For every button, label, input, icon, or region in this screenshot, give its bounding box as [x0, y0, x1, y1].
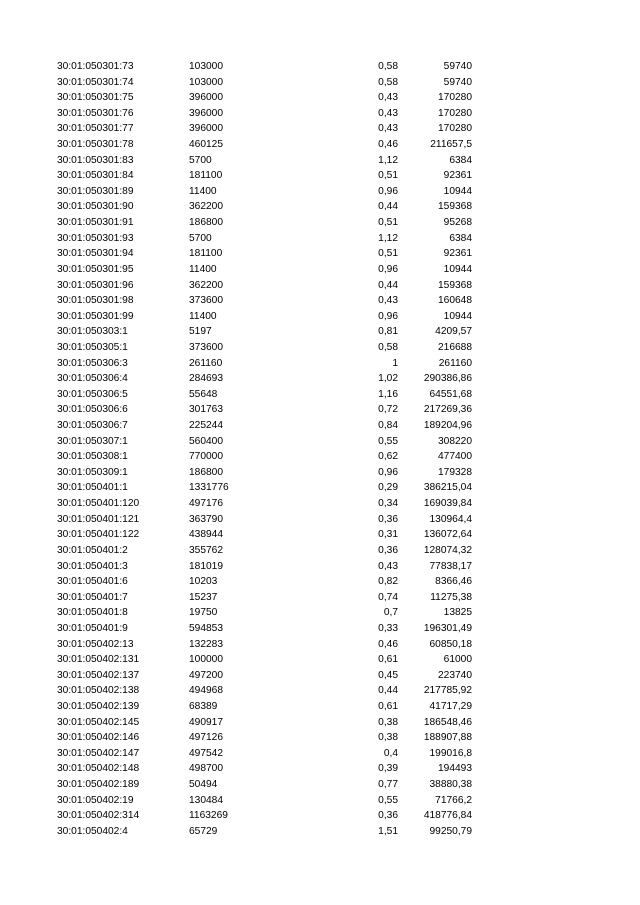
- area-cell: 19750: [189, 607, 218, 619]
- table-row: [0, 527, 640, 543]
- area-cell: 1163269: [189, 810, 228, 822]
- coefficient-cell: 0,36: [378, 513, 398, 525]
- value-cell: 170280: [438, 107, 472, 119]
- cadastral-number-cell: 30:01:050306:3: [57, 357, 128, 369]
- coefficient-cell: 0,4: [383, 747, 398, 759]
- value-cell: 6384: [449, 232, 472, 244]
- table-row: [0, 683, 640, 699]
- table-row: [0, 746, 640, 762]
- coefficient-cell: 0,46: [378, 139, 398, 151]
- area-cell: 225244: [189, 420, 223, 432]
- coefficient-cell: 0,96: [378, 263, 398, 275]
- coefficient-cell: 0,58: [378, 76, 398, 88]
- value-cell: 188907,88: [423, 732, 472, 744]
- cadastral-number-cell: 30:01:050306:5: [57, 388, 128, 400]
- coefficient-cell: 0,31: [378, 529, 398, 541]
- table-row: [0, 231, 640, 247]
- coefficient-cell: 0,55: [378, 794, 398, 806]
- area-cell: 181100: [189, 248, 223, 260]
- value-cell: 179328: [438, 466, 472, 478]
- table-row: [0, 153, 640, 169]
- value-cell: 92361: [443, 170, 472, 182]
- table-row: [0, 496, 640, 512]
- cadastral-number-cell: 30:01:050401:3: [57, 560, 128, 572]
- cadastral-number-cell: 30:01:050402:137: [57, 669, 140, 681]
- area-cell: 186800: [189, 466, 223, 478]
- area-cell: 490917: [189, 716, 223, 728]
- value-cell: 10944: [443, 185, 472, 197]
- coefficient-cell: 0,44: [378, 279, 398, 291]
- cadastral-number-cell: 30:01:050401:9: [57, 622, 128, 634]
- cadastral-number-cell: 30:01:050305:1: [57, 341, 128, 353]
- value-cell: 386215,04: [423, 482, 472, 494]
- cadastral-number-cell: 30:01:050402:145: [57, 716, 140, 728]
- value-cell: 71766,2: [435, 794, 472, 806]
- cadastral-number-cell: 30:01:050401:1: [57, 482, 128, 494]
- table-row: [0, 559, 640, 575]
- coefficient-cell: 0,61: [378, 700, 398, 712]
- table-row: [0, 402, 640, 418]
- value-cell: 6384: [449, 154, 472, 166]
- cadastral-number-cell: 30:01:050401:7: [57, 591, 128, 603]
- cadastral-number-cell: 30:01:050306:7: [57, 420, 128, 432]
- cadastral-number-cell: 30:01:050401:2: [57, 544, 128, 556]
- area-cell: 5700: [189, 154, 212, 166]
- table-row: [0, 808, 640, 824]
- table-row: [0, 590, 640, 606]
- area-cell: 65729: [189, 825, 218, 837]
- value-cell: 59740: [443, 61, 472, 72]
- cadastral-number-cell: 30:01:050301:96: [57, 279, 134, 291]
- area-cell: 1331776: [189, 482, 229, 494]
- cadastral-number-cell: 30:01:050301:94: [57, 248, 134, 260]
- cadastral-number-cell: 30:01:050301:99: [57, 310, 134, 322]
- coefficient-cell: 0,38: [378, 716, 398, 728]
- value-cell: 169039,84: [423, 498, 472, 510]
- value-cell: 170280: [438, 92, 472, 104]
- value-cell: 217269,36: [423, 404, 472, 416]
- value-cell: 13825: [443, 607, 472, 619]
- table-row: [0, 75, 640, 91]
- cadastral-number-cell: 30:01:050402:19: [57, 794, 134, 806]
- table-row: [0, 449, 640, 465]
- coefficient-cell: 0,58: [378, 61, 398, 72]
- area-cell: 103000: [189, 76, 223, 88]
- coefficient-cell: 0,77: [378, 779, 398, 791]
- value-cell: 216688: [438, 341, 472, 353]
- coefficient-cell: 0,43: [378, 560, 398, 572]
- area-cell: 181100: [189, 170, 223, 182]
- table-row: [0, 340, 640, 356]
- value-cell: 59740: [443, 76, 472, 88]
- coefficient-cell: 1,51: [378, 825, 398, 837]
- area-cell: 396000: [189, 123, 223, 135]
- area-cell: 770000: [189, 451, 223, 463]
- value-cell: 4209,57: [435, 326, 472, 338]
- cadastral-number-cell: 30:01:050401:6: [57, 576, 128, 588]
- table-row: [0, 309, 640, 325]
- coefficient-cell: 0,72: [378, 404, 398, 416]
- coefficient-cell: 0,43: [378, 92, 398, 104]
- coefficient-cell: 0,45: [378, 669, 398, 681]
- table-row: [0, 184, 640, 200]
- cadastral-number-cell: 30:01:050402:131: [57, 654, 140, 666]
- cadastral-number-cell: 30:01:050301:78: [57, 139, 134, 151]
- coefficient-cell: 0,39: [378, 763, 398, 775]
- table-row: [0, 434, 640, 450]
- cadastral-number-cell: 30:01:050309:1: [57, 466, 128, 478]
- coefficient-cell: 0,82: [378, 576, 398, 588]
- table-row: [0, 465, 640, 481]
- area-cell: 261160: [189, 357, 223, 369]
- area-cell: 362200: [189, 201, 223, 213]
- table-row: [0, 652, 640, 668]
- table-row: [0, 793, 640, 809]
- cadastral-number-cell: 30:01:050402:314: [57, 810, 140, 822]
- value-cell: 130964,4: [429, 513, 472, 525]
- table-row: [0, 215, 640, 231]
- value-cell: 159368: [438, 279, 472, 291]
- table-row: [0, 324, 640, 340]
- cadastral-number-cell: 30:01:050401:121: [57, 513, 140, 525]
- area-cell: 396000: [189, 92, 223, 104]
- value-cell: 308220: [438, 435, 472, 447]
- value-cell: 160648: [438, 295, 472, 307]
- value-cell: 170280: [438, 123, 472, 135]
- value-cell: 261160: [438, 357, 472, 369]
- table-row: [0, 168, 640, 184]
- area-cell: 11400: [189, 263, 217, 275]
- cadastral-number-cell: 30:01:050301:90: [57, 201, 134, 213]
- area-cell: 100000: [189, 654, 223, 666]
- coefficient-cell: 0,36: [378, 810, 398, 822]
- area-cell: 130484: [189, 794, 223, 806]
- cadastral-number-cell: 30:01:050402:189: [57, 779, 140, 791]
- value-cell: 199016,8: [429, 747, 472, 759]
- value-cell: 290386,86: [423, 373, 472, 385]
- coefficient-cell: 0,46: [378, 638, 398, 650]
- table-row: [0, 605, 640, 621]
- value-cell: 61000: [443, 654, 472, 666]
- value-cell: 194493: [438, 763, 472, 775]
- table-row: [0, 574, 640, 590]
- area-cell: 396000: [189, 107, 223, 119]
- coefficient-cell: 1,12: [378, 232, 398, 244]
- table-row: [0, 59, 640, 75]
- area-cell: 132283: [189, 638, 223, 650]
- cadastral-number-cell: 30:01:050301:89: [57, 185, 134, 197]
- coefficient-cell: 1,02: [378, 373, 398, 385]
- table-row: [0, 371, 640, 387]
- area-cell: 11400: [189, 185, 217, 197]
- coefficient-cell: 0,96: [378, 185, 398, 197]
- cadastral-number-cell: 30:01:050401:122: [57, 529, 140, 541]
- area-cell: 355762: [189, 544, 223, 556]
- area-cell: 497200: [189, 669, 223, 681]
- value-cell: 418776,84: [423, 810, 472, 822]
- value-cell: 77838,17: [429, 560, 472, 572]
- area-cell: 498700: [189, 763, 223, 775]
- value-cell: 159368: [438, 201, 472, 213]
- area-cell: 181019: [189, 560, 223, 572]
- cadastral-number-cell: 30:01:050402:13: [57, 638, 134, 650]
- coefficient-cell: 0,62: [378, 451, 398, 463]
- value-cell: 217785,92: [423, 685, 472, 697]
- table-row: [0, 824, 640, 840]
- coefficient-cell: 1,16: [378, 388, 398, 400]
- table-row: [0, 637, 640, 653]
- coefficient-cell: 0,61: [378, 654, 398, 666]
- value-cell: 60850,18: [429, 638, 472, 650]
- value-cell: 186548,46: [423, 716, 472, 728]
- coefficient-cell: 0,81: [378, 326, 398, 338]
- coefficient-cell: 0,51: [378, 248, 398, 260]
- area-cell: 10203: [189, 576, 218, 588]
- coefficient-cell: 1,12: [378, 154, 398, 166]
- table-row: [0, 262, 640, 278]
- coefficient-cell: 0,29: [378, 482, 398, 494]
- table-row: [0, 543, 640, 559]
- area-cell: 497542: [189, 747, 223, 759]
- table-row: [0, 246, 640, 262]
- coefficient-cell: 0,96: [378, 466, 398, 478]
- coefficient-cell: 0,43: [378, 123, 398, 135]
- cadastral-number-cell: 30:01:050301:93: [57, 232, 134, 244]
- area-cell: 284693: [189, 373, 223, 385]
- area-cell: 363790: [189, 513, 223, 525]
- area-cell: 438944: [189, 529, 223, 541]
- coefficient-cell: 0,33: [378, 622, 398, 634]
- cadastral-number-cell: 30:01:050301:84: [57, 170, 134, 182]
- value-cell: 92361: [443, 248, 472, 260]
- cadastral-number-cell: 30:01:050401:8: [57, 607, 128, 619]
- table-row: [0, 90, 640, 106]
- table-row: [0, 715, 640, 731]
- table-row: [0, 480, 640, 496]
- cadastral-number-cell: 30:01:050303:1: [57, 326, 128, 338]
- area-cell: 15237: [189, 591, 218, 603]
- cadastral-number-cell: 30:01:050402:147: [57, 747, 140, 759]
- area-cell: 594853: [189, 622, 223, 634]
- area-cell: 186800: [189, 217, 223, 229]
- table-row: [0, 278, 640, 294]
- cadastral-number-cell: 30:01:050301:74: [57, 76, 134, 88]
- value-cell: 189204,96: [423, 420, 472, 432]
- area-cell: 5197: [189, 326, 212, 338]
- value-cell: 95268: [443, 217, 472, 229]
- cadastral-number-cell: 30:01:050306:6: [57, 404, 128, 416]
- cadastral-number-cell: 30:01:050402:139: [57, 700, 140, 712]
- coefficient-cell: 0,43: [378, 107, 398, 119]
- table-row: [0, 699, 640, 715]
- table-row: [0, 387, 640, 403]
- coefficient-cell: 0,51: [378, 217, 398, 229]
- cadastral-number-cell: 30:01:050402:4: [57, 825, 128, 837]
- table-row: [0, 418, 640, 434]
- coefficient-cell: 0,44: [378, 685, 398, 697]
- area-cell: 497176: [189, 498, 223, 510]
- area-cell: 5700: [189, 232, 212, 244]
- coefficient-cell: 0,51: [378, 170, 398, 182]
- coefficient-cell: 0,84: [378, 420, 398, 432]
- cadastral-number-cell: 30:01:050402:148: [57, 763, 140, 775]
- coefficient-cell: 0,38: [378, 732, 398, 744]
- area-cell: 560400: [189, 435, 223, 447]
- area-cell: 68389: [189, 700, 218, 712]
- value-cell: 211657,5: [430, 139, 472, 151]
- coefficient-cell: 0,58: [378, 341, 398, 353]
- table-row: [0, 761, 640, 777]
- table-row: [0, 512, 640, 528]
- table-row: [0, 137, 640, 153]
- coefficient-cell: 0,36: [378, 544, 398, 556]
- area-cell: 497126: [189, 732, 223, 744]
- coefficient-cell: 0,44: [378, 201, 398, 213]
- area-cell: 55648: [189, 388, 218, 400]
- coefficient-cell: 0,55: [378, 435, 398, 447]
- area-cell: 301763: [189, 404, 223, 416]
- cadastral-number-cell: 30:01:050402:138: [57, 685, 140, 697]
- area-cell: 460125: [189, 139, 223, 151]
- coefficient-cell: 0,34: [378, 498, 398, 510]
- coefficient-cell: 0,74: [378, 591, 398, 603]
- table-row: [0, 777, 640, 793]
- area-cell: 50494: [189, 779, 218, 791]
- cadastral-number-cell: 30:01:050301:91: [57, 217, 134, 229]
- value-cell: 8366,46: [435, 576, 472, 588]
- coefficient-cell: 0,7: [383, 607, 398, 619]
- coefficient-cell: 0,43: [378, 295, 398, 307]
- value-cell: 196301,49: [423, 622, 472, 634]
- table-row: [0, 730, 640, 746]
- table-row: [0, 293, 640, 309]
- value-cell: 99250,79: [429, 825, 472, 837]
- cadastral-number-cell: 30:01:050301:76: [57, 107, 134, 119]
- cadastral-number-cell: 30:01:050306:4: [57, 373, 128, 385]
- table-row: [0, 199, 640, 215]
- area-cell: 103000: [189, 61, 223, 72]
- value-cell: 41717,29: [429, 700, 472, 712]
- data-table: [0, 59, 640, 839]
- area-cell: 373600: [189, 295, 223, 307]
- area-cell: 11400: [189, 310, 217, 322]
- cadastral-number-cell: 30:01:050308:1: [57, 451, 128, 463]
- cadastral-number-cell: 30:01:050301:77: [57, 123, 134, 135]
- area-cell: 494968: [189, 685, 223, 697]
- area-cell: 373600: [189, 341, 223, 353]
- table-row: [0, 356, 640, 372]
- area-cell: 362200: [189, 279, 223, 291]
- table-row: [0, 121, 640, 137]
- value-cell: 11275,38: [430, 591, 472, 603]
- value-cell: 136072,64: [423, 529, 472, 541]
- cadastral-number-cell: 30:01:050301:98: [57, 295, 134, 307]
- cadastral-number-cell: 30:01:050301:95: [57, 263, 134, 275]
- value-cell: 64551,68: [429, 388, 472, 400]
- value-cell: 223740: [438, 669, 472, 681]
- cadastral-number-cell: 30:01:050402:146: [57, 732, 140, 744]
- cadastral-number-cell: 30:01:050301:73: [57, 61, 134, 72]
- cadastral-number-cell: 30:01:050401:120: [57, 498, 140, 510]
- cadastral-number-cell: 30:01:050301:75: [57, 92, 134, 104]
- cadastral-number-cell: 30:01:050307:1: [57, 435, 128, 447]
- value-cell: 38880,38: [429, 779, 472, 791]
- cadastral-number-cell: 30:01:050301:83: [57, 154, 134, 166]
- value-cell: 10944: [443, 310, 472, 322]
- value-cell: 128074,32: [423, 544, 472, 556]
- table-row: [0, 621, 640, 637]
- coefficient-cell: 1: [392, 357, 398, 369]
- value-cell: 10944: [443, 263, 472, 275]
- coefficient-cell: 0,96: [378, 310, 398, 322]
- table-row: [0, 668, 640, 684]
- table-row: [0, 106, 640, 122]
- value-cell: 477400: [438, 451, 472, 463]
